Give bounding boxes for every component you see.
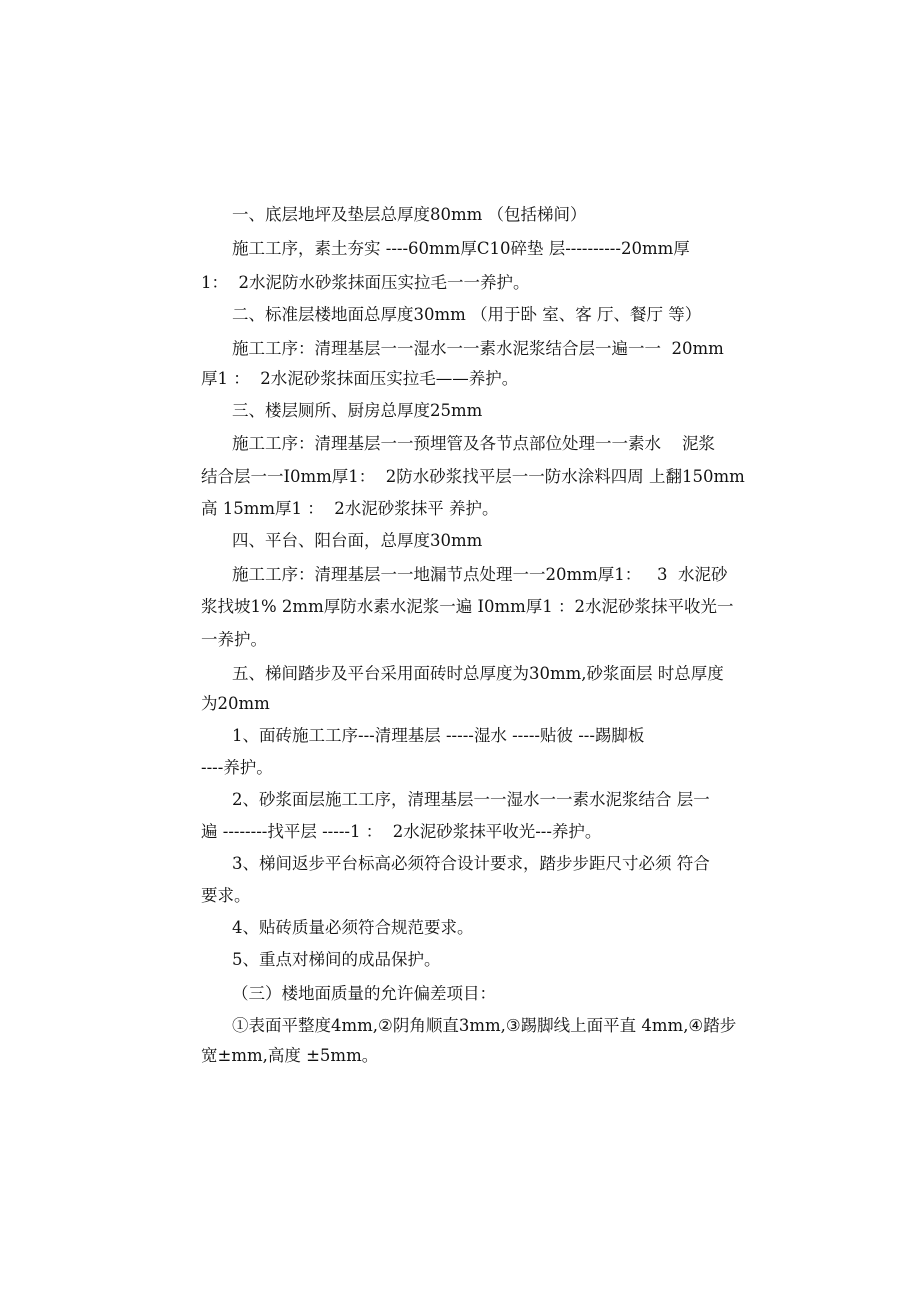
paragraph-line: 浆找坡1% 2mm厚防水素水泥浆一遍 I0mm厚1 ：2水泥砂浆抹平收光一 [201, 597, 734, 616]
paragraph-line: 施工工序：清理基层一一预埋管及各节点部位处理一一素水 泥浆 [232, 434, 715, 453]
paragraph-line: 施工工序，素土夯实 ----60mm厚C10碎垫 层----------20mm厚 [232, 239, 690, 258]
paragraph-line: ----养护。 [201, 758, 273, 777]
paragraph-line: 高 15mm厚1 ： 2水泥砂浆抹平 养护。 [201, 499, 499, 518]
paragraph-line: 施工工序：清理基层一一湿水一一素水泥浆结合层一遍一一 20mm [232, 339, 724, 358]
paragraph-line: 遍 --------找平层 -----1 ： 2水泥砂浆抹平收光---养护。 [201, 822, 602, 841]
paragraph-line: （三）楼地面质量的允许偏差项目： [232, 984, 496, 1003]
paragraph-line: 宽±mm,高度 ±5mm。 [201, 1046, 379, 1065]
paragraph-line: 1： 2水泥防水砂浆抹面压实拉毛一一养护。 [201, 273, 530, 292]
paragraph-line: 二、标准层楼地面总厚度30mm （用于卧 室、客 厅、餐厅 等） [232, 305, 702, 324]
paragraph-line: 1、面砖施工工序---清理基层 -----湿水 -----贴彼 ---踢脚板 [232, 726, 645, 745]
paragraph-line: 四、平台、阳台面，总厚度30mm [232, 531, 483, 550]
paragraph-line: 结合层一一I0mm厚1： 2防水砂浆找平层一一防水涂料四周 上翻150mm [201, 467, 745, 486]
paragraph-line: 要求。 [201, 886, 251, 905]
paragraph-line: 一养护。 [201, 630, 267, 649]
paragraph-line: 2、砂浆面层施工工序，清理基层一一湿水一一素水泥浆结合 层一 [232, 790, 710, 809]
paragraph-line: 施工工序：清理基层一一地漏节点处理一一20mm厚1： 3 水泥砂 [232, 565, 728, 584]
paragraph-line: 3、梯间返步平台标高必须符合设计要求，踏步步距尺寸必须 符合 [232, 854, 710, 873]
paragraph-line: 厚1 ： 2水泥砂浆抹面压实拉毛——养护。 [201, 369, 519, 388]
paragraph-line: 5、重点对梯间的成品保护。 [232, 950, 441, 969]
paragraph-line: 一、底层地坪及垫层总厚度80mm （包括梯间） [232, 205, 587, 224]
paragraph-line: ①表面平整度4mm,②阴角顺直3mm,③踢脚线上面平直 4mm,④踏步 [232, 1016, 737, 1035]
paragraph-line: 为20mm [201, 694, 270, 713]
paragraph-line: 三、楼层厕所、厨房总厚度25mm [232, 401, 483, 420]
paragraph-line: 4、贴砖质量必须符合规范要求。 [232, 918, 474, 937]
paragraph-line: 五、梯间踏步及平台采用面砖时总厚度为30mm,砂浆面层 时总厚度 [232, 664, 724, 683]
